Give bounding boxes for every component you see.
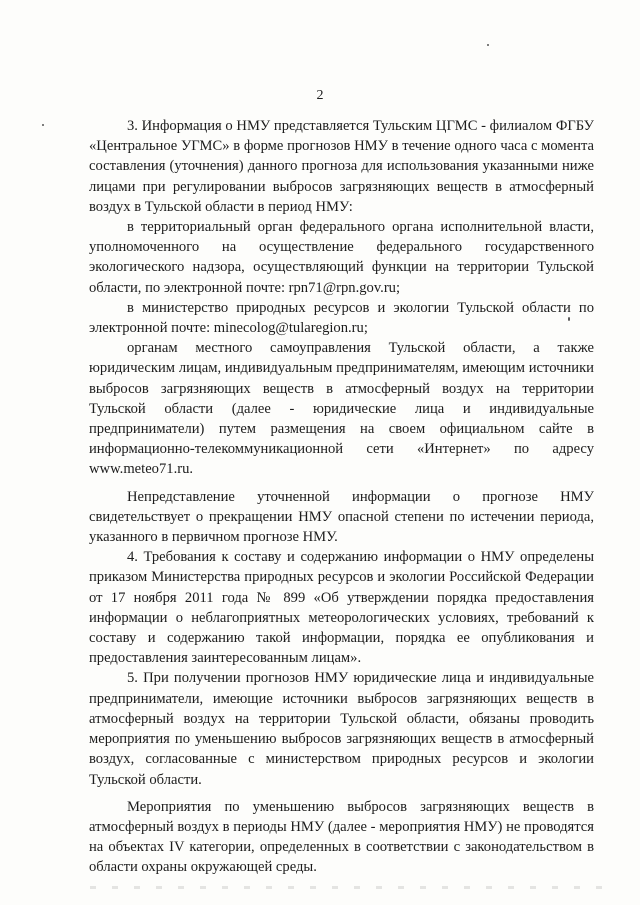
paragraph-ministry: в министерство природных ресурсов и экологии Тульской области по электронной почте: minecolog@tularegion.ru; [89,299,594,337]
scan-speck [42,124,44,126]
paragraph-territorial-body: в территориальный орган федерального органа исполнительной власти, уполномоченного на осуществление федерального государственного экологического надзора, осуществляющий функции на территории Тульской области, по электронной почте: rpn71@rpn.gov.ru; [89,219,594,296]
scan-edge-noise [90,886,610,889]
paragraph-local-authorities: органам местного самоуправления Тульской области, а также юридическим лицам, индивидуальным предпринимателям, имеющим источники выбросов загрязняющих веществ в атмосферный воздух на территории Тульской области (далее - юридические лица и индивидуальные предприниматели) путем размещения на своем официальном сайте в информационно-телекоммуникационной сети «Интернет» по адресу www.meteo71.ru. [89,340,594,478]
paragraph-non-submission: Непредставление уточненной информации о прогнозе НМУ свидетельствует о прекращении НМУ опасной степени по истечении периода, указанного в первичном прогнозе НМУ. [89,488,594,546]
scan-speck [568,317,570,321]
document-body [89,116,594,878]
paragraph-4-requirements: 4. Требования к составу и содержанию информации о НМУ определены приказом Министерства природных ресурсов и экологии Российской Федерации от 17 ноября 2011 года № 899 «Об утверждении порядка предоставления информации о неблагоприятных метеорологических условиях, требований к составу и содержанию такой информации, порядка ее опубликования и предоставления заинтересованным лицам». [89,549,594,667]
page-number: 2 [316,88,324,103]
paragraph-3-info-nmu: 3. Информация о НМУ представляется Тульским ЦГМС - филиалом ФГБУ «Центральное УГМС» в форме прогнозов НМУ в течение одного часа с момента составления (уточнения) данного прогноза для использования указанными ниже лицами при регулировании выбросов загрязняющих веществ в атмосферный воздух в Тульской области в период НМУ: [89,118,594,215]
paragraph-5-measures: 5. При получении прогнозов НМУ юридические лица и индивидуальные предприниматели, имеющие источники выбросов загрязняющих веществ в атмосферный воздух на территории Тульской области, обязаны проводить мероприятия по уменьшению выбросов загрязняющих веществ в атмосферный воздух, согласованные с министерством природных ресурсов и экологии Тульской области. [89,670,594,788]
scan-speck [487,44,489,46]
paragraph-measures-exception: Мероприятия по уменьшению выбросов загрязняющих веществ в атмосферный воздух в периоды НМУ (далее - мероприятия НМУ) не проводятся на объектах IV категории, определенных в соответствии с законодательством в области охраны окружающей среды. [89,798,594,876]
